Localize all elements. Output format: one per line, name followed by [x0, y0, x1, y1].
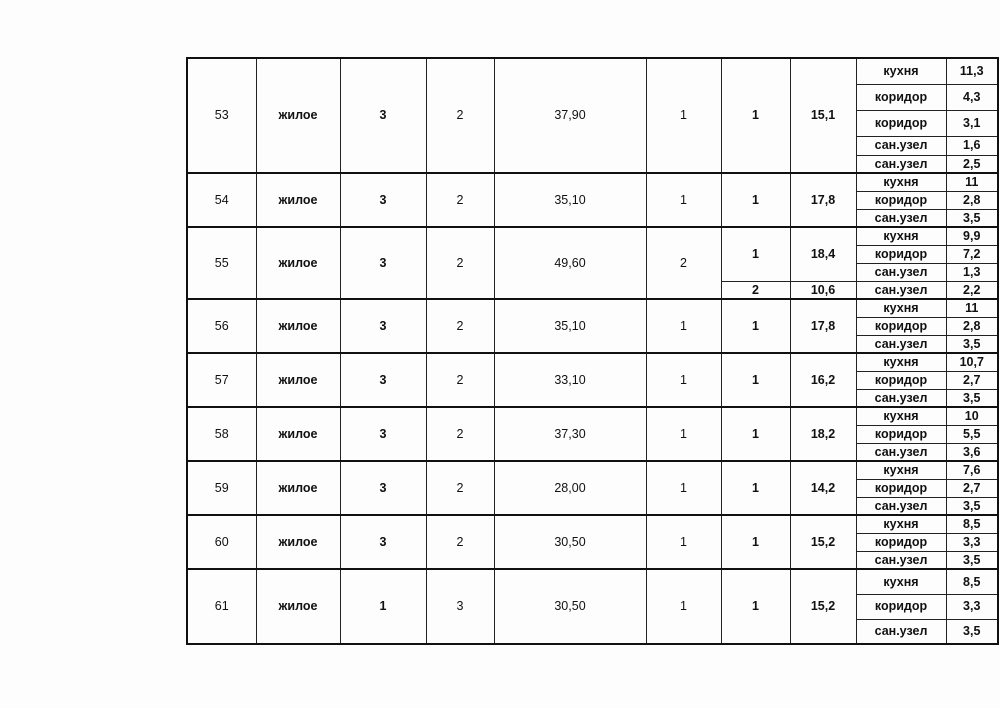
total-area-cell: 37,30 [494, 407, 646, 461]
rooms-count-cell: 2 [426, 353, 494, 407]
aux-room-area-cell: 4,3 [946, 84, 998, 110]
apartment-type-cell: жилое [256, 407, 340, 461]
total-area-cell: 28,00 [494, 461, 646, 515]
aux-room-area-cell: 11 [946, 299, 998, 317]
aux-room-name-cell: кухня [856, 173, 946, 191]
table-row [187, 299, 998, 317]
aux-room-area-cell: 3,1 [946, 110, 998, 136]
aux-room-area-cell: 3,5 [946, 619, 998, 644]
room-area-cell: 15,2 [790, 569, 856, 644]
aux-room-area-cell: 3,5 [946, 497, 998, 515]
aux-room-name-cell: сан.узел [856, 263, 946, 281]
floor-cell: 3 [340, 461, 426, 515]
table-row [187, 227, 998, 245]
room-number-cell: 1 [721, 569, 790, 644]
apartment-number-cell: 61 [187, 569, 256, 644]
room-number-cell: 1 [721, 407, 790, 461]
living-rooms-cell: 1 [646, 353, 721, 407]
total-area-cell: 35,10 [494, 173, 646, 227]
room-number-cell: 1 [721, 227, 790, 281]
apartment-number-cell: 60 [187, 515, 256, 569]
aux-room-area-cell: 7,2 [946, 245, 998, 263]
aux-room-area-cell: 2,7 [946, 479, 998, 497]
living-rooms-cell: 1 [646, 515, 721, 569]
table-row [187, 407, 998, 425]
aux-room-name-cell: кухня [856, 58, 946, 84]
aux-room-name-cell: сан.узел [856, 155, 946, 173]
aux-room-area-cell: 1,3 [946, 263, 998, 281]
rooms-count-cell: 2 [426, 227, 494, 299]
total-area-cell: 49,60 [494, 227, 646, 299]
living-rooms-cell: 1 [646, 58, 721, 173]
aux-room-area-cell: 3,5 [946, 551, 998, 569]
aux-room-name-cell: коридор [856, 479, 946, 497]
aux-room-name-cell: сан.узел [856, 136, 946, 155]
room-number-cell: 2 [721, 281, 790, 299]
rooms-count-cell: 2 [426, 173, 494, 227]
aux-room-name-cell: кухня [856, 461, 946, 479]
floor-cell: 3 [340, 353, 426, 407]
aux-room-name-cell: коридор [856, 84, 946, 110]
aux-room-name-cell: коридор [856, 110, 946, 136]
apartment-number-cell: 55 [187, 227, 256, 299]
aux-room-name-cell: сан.узел [856, 551, 946, 569]
apartments-table [186, 57, 999, 645]
apartment-number-cell: 53 [187, 58, 256, 173]
table-row [187, 569, 998, 594]
aux-room-area-cell: 5,5 [946, 425, 998, 443]
apartment-type-cell: жилое [256, 173, 340, 227]
living-rooms-cell: 1 [646, 461, 721, 515]
floor-cell: 3 [340, 227, 426, 299]
table-row [187, 515, 998, 533]
floor-cell: 3 [340, 515, 426, 569]
aux-room-area-cell: 8,5 [946, 569, 998, 594]
apartment-number-cell: 58 [187, 407, 256, 461]
table-row [187, 58, 998, 84]
aux-room-area-cell: 3,3 [946, 594, 998, 619]
apartment-number-cell: 54 [187, 173, 256, 227]
room-area-cell: 18,4 [790, 227, 856, 281]
aux-room-name-cell: сан.узел [856, 497, 946, 515]
room-number-cell: 1 [721, 353, 790, 407]
apartment-type-cell: жилое [256, 227, 340, 299]
aux-room-name-cell: сан.узел [856, 619, 946, 644]
aux-room-area-cell: 9,9 [946, 227, 998, 245]
aux-room-name-cell: коридор [856, 371, 946, 389]
table-row [187, 173, 998, 191]
aux-room-area-cell: 3,3 [946, 533, 998, 551]
aux-room-name-cell: кухня [856, 515, 946, 533]
rooms-count-cell: 2 [426, 515, 494, 569]
aux-room-area-cell: 2,7 [946, 371, 998, 389]
aux-room-area-cell: 2,8 [946, 317, 998, 335]
room-number-cell: 1 [721, 461, 790, 515]
room-number-cell: 1 [721, 299, 790, 353]
living-rooms-cell: 2 [646, 227, 721, 299]
rooms-count-cell: 2 [426, 299, 494, 353]
total-area-cell: 30,50 [494, 515, 646, 569]
table-row [187, 461, 998, 479]
aux-room-area-cell: 3,6 [946, 443, 998, 461]
floor-cell: 3 [340, 407, 426, 461]
room-number-cell: 1 [721, 515, 790, 569]
aux-room-name-cell: коридор [856, 245, 946, 263]
aux-room-name-cell: коридор [856, 533, 946, 551]
rooms-count-cell: 3 [426, 569, 494, 644]
apartments-table-body [187, 58, 998, 644]
room-area-cell: 10,6 [790, 281, 856, 299]
room-area-cell: 17,8 [790, 299, 856, 353]
aux-room-area-cell: 7,6 [946, 461, 998, 479]
aux-room-area-cell: 2,8 [946, 191, 998, 209]
aux-room-area-cell: 8,5 [946, 515, 998, 533]
living-rooms-cell: 1 [646, 173, 721, 227]
floor-cell: 3 [340, 173, 426, 227]
floor-cell: 3 [340, 58, 426, 173]
aux-room-name-cell: коридор [856, 317, 946, 335]
apartment-number-cell: 59 [187, 461, 256, 515]
aux-room-name-cell: сан.узел [856, 335, 946, 353]
table-row [187, 353, 998, 371]
aux-room-area-cell: 10,7 [946, 353, 998, 371]
aux-room-area-cell: 11 [946, 173, 998, 191]
apartment-type-cell: жилое [256, 58, 340, 173]
floor-cell: 1 [340, 569, 426, 644]
aux-room-name-cell: коридор [856, 594, 946, 619]
aux-room-area-cell: 2,5 [946, 155, 998, 173]
aux-room-name-cell: кухня [856, 227, 946, 245]
room-area-cell: 16,2 [790, 353, 856, 407]
room-area-cell: 15,1 [790, 58, 856, 173]
room-area-cell: 17,8 [790, 173, 856, 227]
aux-room-name-cell: сан.узел [856, 281, 946, 299]
room-number-cell: 1 [721, 58, 790, 173]
aux-room-name-cell: коридор [856, 425, 946, 443]
aux-room-area-cell: 10 [946, 407, 998, 425]
total-area-cell: 35,10 [494, 299, 646, 353]
apartment-type-cell: жилое [256, 299, 340, 353]
rooms-count-cell: 2 [426, 407, 494, 461]
apartment-type-cell: жилое [256, 353, 340, 407]
aux-room-name-cell: сан.узел [856, 443, 946, 461]
aux-room-name-cell: кухня [856, 299, 946, 317]
aux-room-name-cell: кухня [856, 353, 946, 371]
aux-room-area-cell: 3,5 [946, 389, 998, 407]
living-rooms-cell: 1 [646, 407, 721, 461]
aux-room-area-cell: 2,2 [946, 281, 998, 299]
rooms-count-cell: 2 [426, 58, 494, 173]
aux-room-area-cell: 3,5 [946, 335, 998, 353]
apartment-type-cell: жилое [256, 569, 340, 644]
apartment-number-cell: 56 [187, 299, 256, 353]
total-area-cell: 30,50 [494, 569, 646, 644]
aux-room-name-cell: сан.узел [856, 389, 946, 407]
living-rooms-cell: 1 [646, 569, 721, 644]
apartment-type-cell: жилое [256, 515, 340, 569]
apartment-type-cell: жилое [256, 461, 340, 515]
aux-room-area-cell: 11,3 [946, 58, 998, 84]
apartment-number-cell: 57 [187, 353, 256, 407]
room-number-cell: 1 [721, 173, 790, 227]
aux-room-area-cell: 3,5 [946, 209, 998, 227]
aux-room-name-cell: кухня [856, 407, 946, 425]
total-area-cell: 33,10 [494, 353, 646, 407]
total-area-cell: 37,90 [494, 58, 646, 173]
aux-room-area-cell: 1,6 [946, 136, 998, 155]
aux-room-name-cell: коридор [856, 191, 946, 209]
room-area-cell: 14,2 [790, 461, 856, 515]
room-area-cell: 15,2 [790, 515, 856, 569]
living-rooms-cell: 1 [646, 299, 721, 353]
rooms-count-cell: 2 [426, 461, 494, 515]
aux-room-name-cell: кухня [856, 569, 946, 594]
floor-cell: 3 [340, 299, 426, 353]
aux-room-name-cell: сан.узел [856, 209, 946, 227]
room-area-cell: 18,2 [790, 407, 856, 461]
